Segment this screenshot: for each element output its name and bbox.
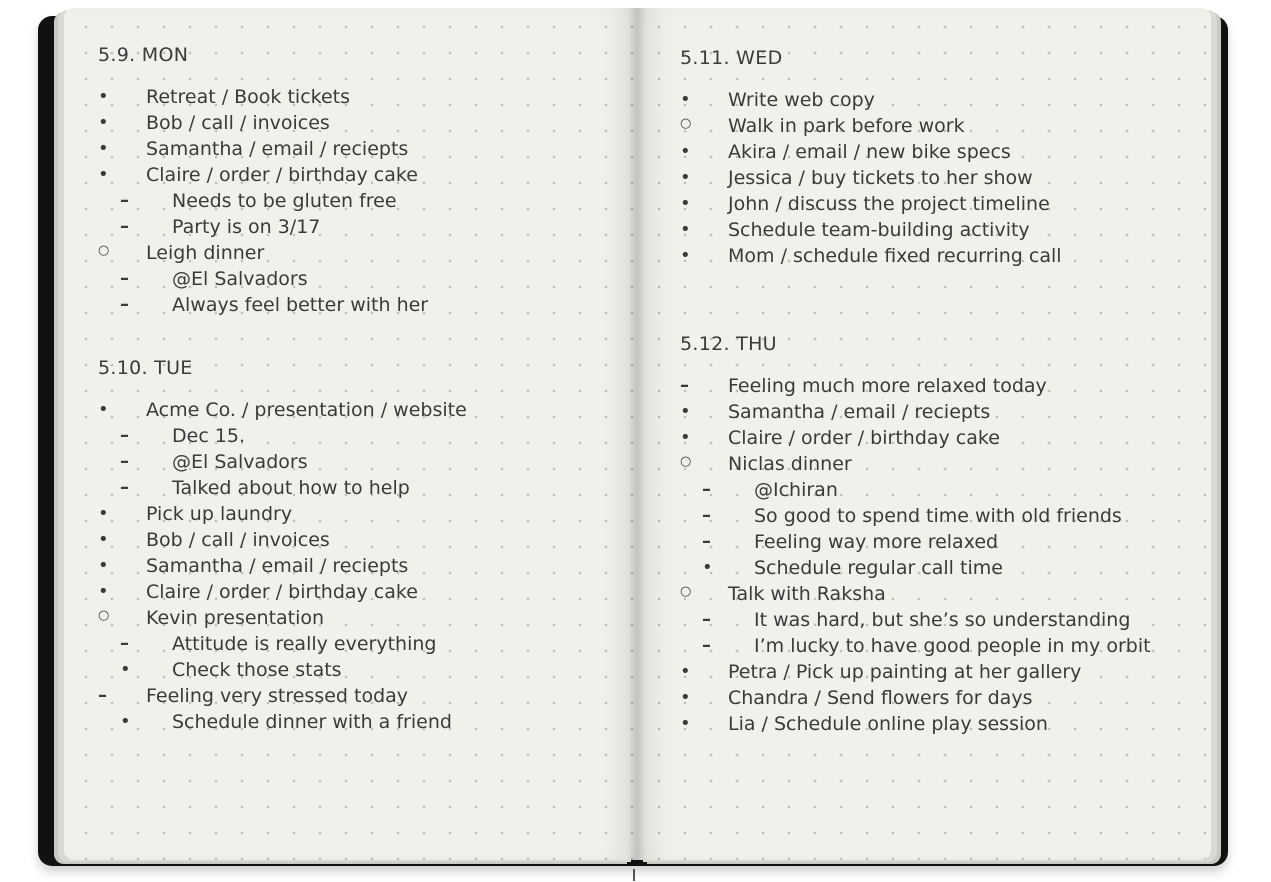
entry-text: Talked about how to help	[172, 477, 410, 499]
entry-text: Walk in park before work	[728, 115, 965, 137]
journal-entry-note	[680, 633, 1200, 659]
journal-entry-event	[680, 451, 1200, 477]
journal-entry-task	[680, 711, 1200, 737]
entry-text: Schedule regular call time	[754, 557, 1003, 579]
event-circle-icon: ○	[680, 454, 692, 469]
event-circle-icon: ○	[680, 584, 692, 599]
note-dash-icon: –	[702, 531, 711, 552]
entry-text: Bob / call / invoices	[146, 112, 330, 134]
entry-text: Feeling way more relaxed	[754, 531, 999, 553]
journal-entry-task	[680, 685, 1200, 711]
task-bullet-icon: •	[98, 581, 109, 602]
journal-entry-note	[680, 529, 1200, 555]
entry-text: Dec 15.	[172, 425, 246, 447]
journal-entry-task	[680, 659, 1200, 685]
day-heading: 5.10. TUE	[98, 357, 193, 379]
journal-entry-note	[680, 373, 1200, 399]
task-bullet-icon: •	[680, 245, 691, 266]
note-dash-icon: –	[702, 479, 711, 500]
journal-entry-note	[98, 188, 618, 214]
entry-text: @El Salvadors	[172, 268, 308, 290]
entry-text: Check those stats	[172, 659, 342, 681]
entry-text: Samantha / email / reciepts	[146, 138, 409, 160]
entry-text: Niclas dinner	[728, 453, 852, 475]
entry-text: Lia / Schedule online play session	[728, 713, 1048, 735]
task-bullet-icon: •	[680, 193, 691, 214]
entry-text: Chandra / Send flowers for days	[728, 687, 1033, 709]
journal-entry-event	[680, 581, 1200, 607]
entry-text: John / discuss the project timeline	[728, 193, 1050, 215]
entry-text: Akira / email / new bike specs	[728, 141, 1011, 163]
entry-text: Samantha / email / reciepts	[146, 555, 409, 577]
journal-entry-task	[98, 657, 618, 683]
entry-text: @Ichiran	[754, 479, 838, 501]
entry-text: Jessica / buy tickets to her show	[728, 167, 1033, 189]
entry-text: So good to spend time with old friends	[754, 505, 1122, 527]
note-dash-icon: –	[120, 268, 129, 289]
entry-text: Always feel better with her	[172, 294, 429, 316]
note-dash-icon: –	[120, 190, 129, 211]
task-bullet-icon: •	[98, 164, 109, 185]
entry-text: Samantha / email / reciepts	[728, 401, 991, 423]
journal-entry-event	[680, 113, 1200, 139]
task-bullet-icon: •	[98, 86, 109, 107]
journal-entry-event	[98, 240, 618, 266]
entry-text: Acme Co. / presentation / website	[146, 399, 467, 421]
entry-text: Mom / schedule fixed recurring call	[728, 245, 1062, 267]
entry-text: It was hard, but she’s so understanding	[754, 609, 1131, 631]
task-bullet-icon: •	[98, 503, 109, 524]
journal-entry-task	[98, 397, 618, 423]
event-circle-icon: ○	[98, 608, 110, 623]
note-dash-icon: –	[680, 375, 689, 396]
journal-entry-task	[680, 217, 1200, 243]
journal-entry-task	[680, 165, 1200, 191]
journal-entry-task	[98, 553, 618, 579]
task-bullet-icon: •	[680, 713, 691, 734]
journal-entry-note	[98, 292, 618, 318]
journal-entry-task	[98, 162, 618, 188]
journal-entry-task	[680, 139, 1200, 165]
entry-text: @El Salvadors	[172, 451, 308, 473]
journal-entry-task	[680, 425, 1200, 451]
task-bullet-icon: •	[680, 661, 691, 682]
journal-entry-task	[680, 191, 1200, 217]
entry-text: Kevin presentation	[146, 607, 325, 629]
journal-entry-note	[98, 631, 618, 657]
journal-entry-task	[680, 555, 1200, 581]
journal-entry-note	[98, 475, 618, 501]
entry-text: Feeling much more relaxed today	[728, 375, 1047, 397]
entry-text: Petra / Pick up painting at her gallery	[728, 661, 1082, 683]
right-page	[637, 8, 1211, 860]
entry-text: Party is on 3/17	[172, 216, 321, 238]
note-dash-icon: –	[120, 633, 129, 654]
entry-text: Attitude is really everything	[172, 633, 437, 655]
task-bullet-icon: •	[680, 219, 691, 240]
journal-entry-task	[680, 399, 1200, 425]
note-dash-icon: –	[120, 425, 129, 446]
journal-entry-task	[98, 84, 618, 110]
entry-text: Retreat / Book tickets	[146, 86, 351, 108]
journal-entry-note	[98, 449, 618, 475]
task-bullet-icon: •	[98, 399, 109, 420]
note-dash-icon: –	[120, 451, 129, 472]
day-heading: 5.11. WED	[680, 47, 783, 69]
note-dash-icon: –	[702, 609, 711, 630]
entry-text: Pick up laundry	[146, 503, 293, 525]
day-heading: 5.9. MON	[98, 44, 189, 66]
journal-entry-task	[98, 110, 618, 136]
task-bullet-icon: •	[680, 89, 691, 110]
entry-text: Bob / call / invoices	[146, 529, 330, 551]
journal-entry-note	[98, 266, 618, 292]
journal-entry-note	[680, 607, 1200, 633]
entry-text: Claire / order / birthday cake	[146, 581, 418, 603]
entry-text: Claire / order / birthday cake	[146, 164, 418, 186]
task-bullet-icon: •	[120, 711, 131, 732]
entry-text: Needs to be gluten free	[172, 190, 397, 212]
journal-entry-note	[98, 683, 618, 709]
task-bullet-icon: •	[680, 401, 691, 422]
task-bullet-icon: •	[98, 555, 109, 576]
event-circle-icon: ○	[680, 116, 692, 131]
task-bullet-icon: •	[680, 687, 691, 708]
entry-text: Claire / order / birthday cake	[728, 427, 1000, 449]
note-dash-icon: –	[120, 294, 129, 315]
journal-entry-note	[98, 423, 618, 449]
task-bullet-icon: •	[680, 167, 691, 188]
journal-entry-task	[98, 579, 618, 605]
journal-entry-event	[98, 605, 618, 631]
journal-entry-task	[98, 501, 618, 527]
entry-text: Write web copy	[728, 89, 875, 111]
entry-text: Talk with Raksha	[728, 583, 886, 605]
task-bullet-icon: •	[98, 138, 109, 159]
note-dash-icon: –	[120, 477, 129, 498]
journal-entry-task	[680, 243, 1200, 269]
note-dash-icon: –	[120, 216, 129, 237]
journal-entry-task	[98, 136, 618, 162]
entry-text: Leigh dinner	[146, 242, 265, 264]
note-dash-icon: –	[702, 635, 711, 656]
task-bullet-icon: •	[120, 659, 131, 680]
spine-mark	[633, 869, 635, 881]
note-dash-icon: –	[98, 685, 107, 706]
journal-entry-note	[680, 477, 1200, 503]
entry-text: I’m lucky to have good people in my orbit	[754, 635, 1151, 657]
task-bullet-icon: •	[98, 112, 109, 133]
journal-entry-task	[680, 87, 1200, 113]
journal-entry-note	[680, 503, 1200, 529]
journal-entry-task	[98, 709, 618, 735]
event-circle-icon: ○	[98, 243, 110, 258]
task-bullet-icon: •	[680, 141, 691, 162]
day-heading: 5.12. THU	[680, 333, 777, 355]
entry-text: Schedule team-building activity	[728, 219, 1030, 241]
note-dash-icon: –	[702, 505, 711, 526]
task-bullet-icon: •	[702, 557, 713, 578]
left-page	[64, 8, 637, 860]
entry-text: Schedule dinner with a friend	[172, 711, 452, 733]
journal-entry-task	[98, 527, 618, 553]
entry-text: Feeling very stressed today	[146, 685, 409, 707]
task-bullet-icon: •	[680, 427, 691, 448]
task-bullet-icon: •	[98, 529, 109, 550]
journal-entry-note	[98, 214, 618, 240]
